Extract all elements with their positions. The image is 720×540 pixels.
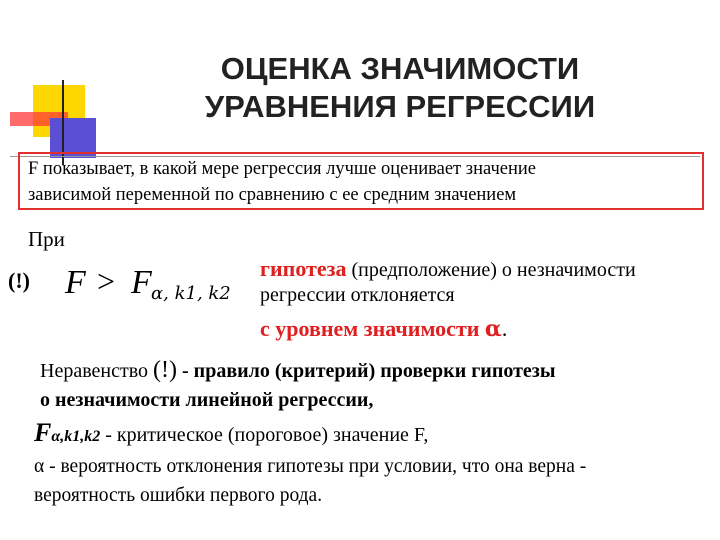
critical-f: F xyxy=(34,418,52,447)
hypothesis-level-text: с уровнем значимости xyxy=(260,316,485,341)
alpha-definition-line-2: вероятность ошибки первого рода. xyxy=(34,485,323,506)
condition-pri: При xyxy=(28,227,65,251)
hypothesis-level xyxy=(260,316,507,342)
hypothesis-period: . xyxy=(501,316,508,341)
slide-title xyxy=(100,50,700,126)
hypothesis-word: гипотеза xyxy=(260,256,347,281)
formula-f-greater-fcrit xyxy=(63,255,263,305)
inequality-mark: (!) xyxy=(153,357,178,383)
formula-lhs: F xyxy=(65,264,86,301)
definition-line-2: зависимой переменной по сравнению с ее средним значением xyxy=(28,185,517,205)
critical-value-line xyxy=(34,418,428,448)
definition-box xyxy=(18,152,704,210)
alpha-definition-line-1: α - вероятность отклонения гипотезы при условии, что она верна - xyxy=(34,456,587,477)
inequality-line-2: о незначимости линейной регрессии, xyxy=(40,389,374,411)
hypothesis-line-2: регрессии отклоняется xyxy=(260,284,455,306)
inequality-line-1 xyxy=(40,357,555,384)
critical-subscript: α,k1,k2 xyxy=(51,428,101,445)
title-line-1: ОЦЕНКА ЗНАЧИМОСТИ xyxy=(220,51,580,86)
hypothesis-line-1 xyxy=(260,256,636,282)
alpha-symbol: α xyxy=(484,316,502,342)
formula-op: > xyxy=(97,263,116,299)
definition-line-1: F показывает, в какой мере регрессия лучше оценивает значение xyxy=(28,159,536,179)
formula-subscript: α, k1, k2 xyxy=(151,283,231,304)
critical-text: - критическое (пороговое) значение F, xyxy=(100,424,429,446)
title-line-2: УРАВНЕНИЯ РЕГРЕССИИ xyxy=(204,89,596,124)
hypothesis-rest: (предположение) о незначимости xyxy=(346,259,636,281)
inequality-prefix: Неравенство xyxy=(40,360,154,382)
formula-rhs: F xyxy=(131,264,152,301)
condition-mark: (!) xyxy=(8,268,30,293)
inequality-rule: - правило (критерий) проверки гипотезы xyxy=(177,360,556,382)
